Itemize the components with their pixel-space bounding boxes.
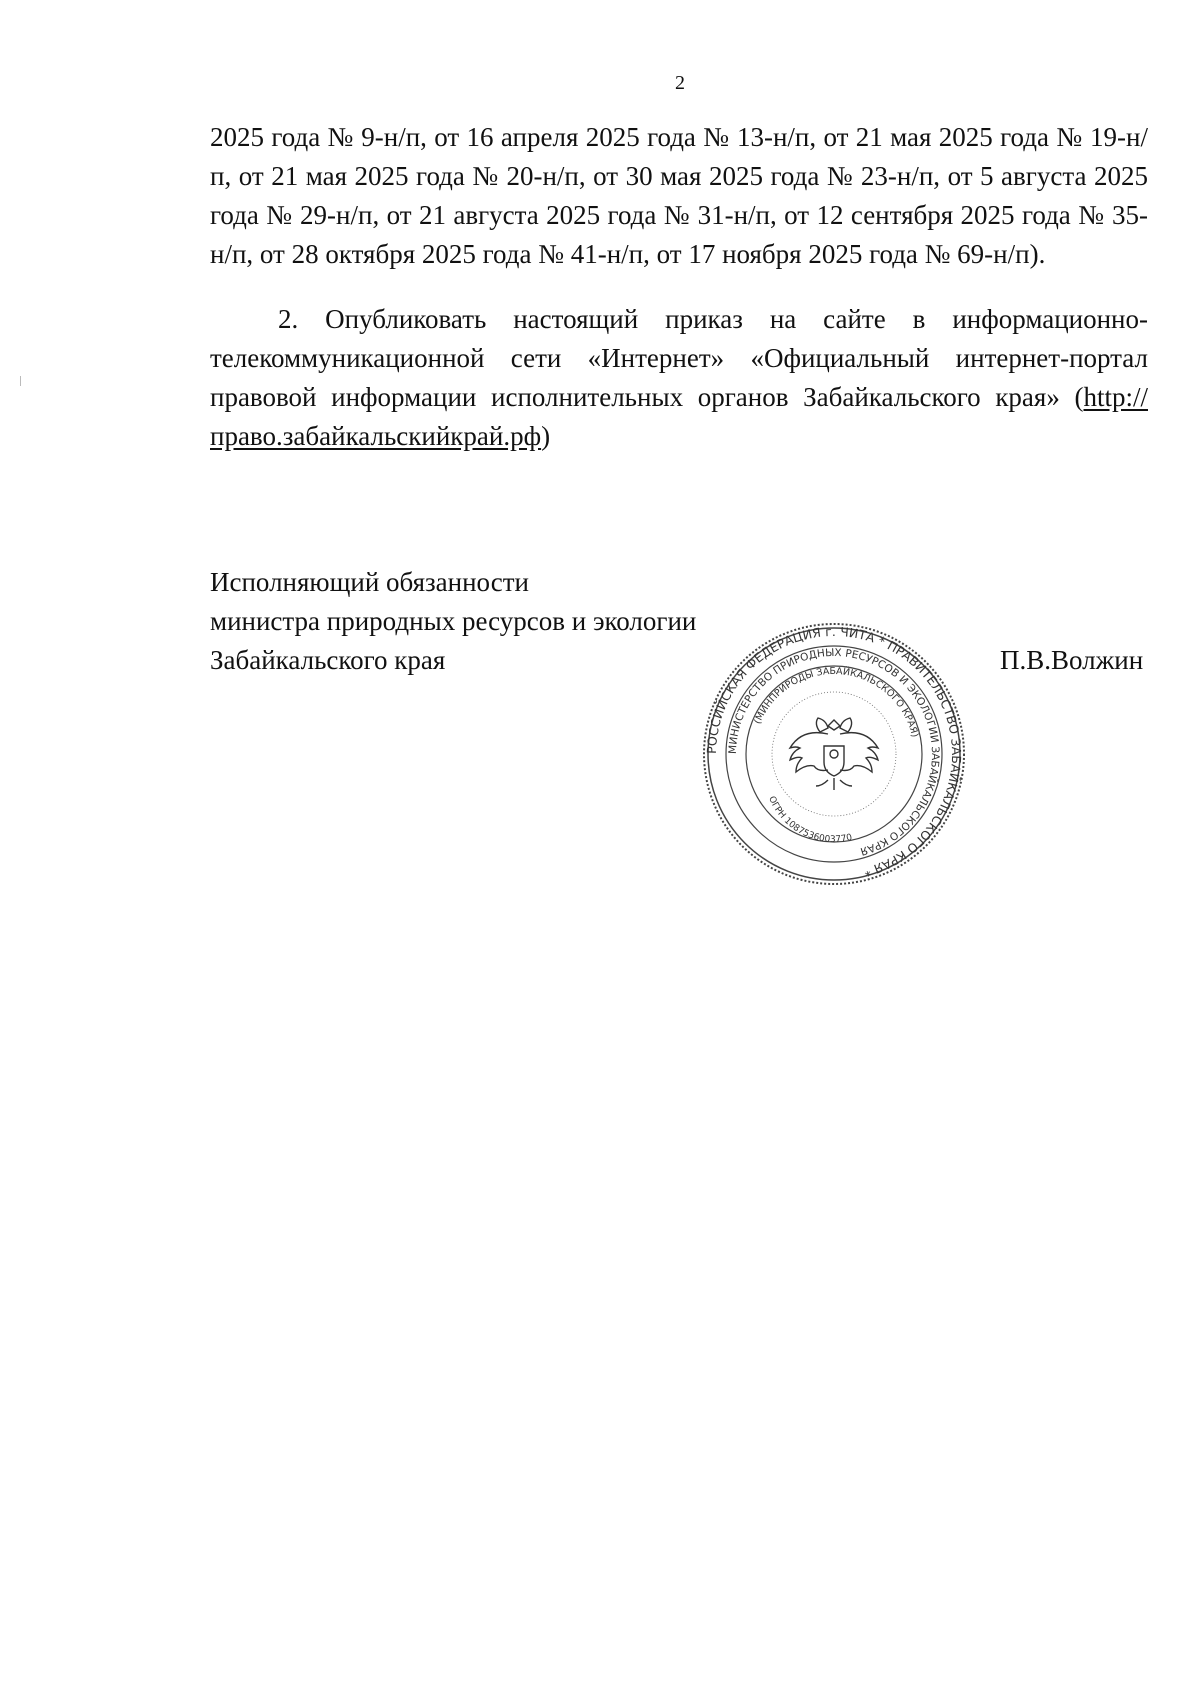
link-open-paren: ( [1074, 382, 1084, 412]
signature-block [210, 563, 696, 680]
signer-position-line-1: Исполняющий обязанности [210, 567, 529, 597]
seal-ogrn-text: ОГРН 1087536003770 [766, 794, 854, 846]
link-close-paren: ) [541, 421, 551, 451]
scan-edge-mark [20, 376, 21, 386]
portal-link[interactable]: http://право.забайкальскийкрай.рф [210, 382, 1148, 451]
page-number: 2 [675, 72, 685, 94]
official-seal-graphic [702, 622, 966, 886]
seal-inner-text: (МИНПРИРОДЫ ЗАБАЙКАЛЬСКОГО КРАЯ) [752, 665, 921, 739]
signer-position-line-2: министра природных ресурсов и экологии [210, 606, 697, 636]
official-seal [702, 622, 966, 886]
paragraph-publication [210, 300, 1148, 456]
signer-position-line-3: Забайкальского края [210, 645, 446, 675]
seal-middle-text: МИНИСТЕРСТВО ПРИРОДНЫХ РЕСУРСОВ И ЭКОЛОГИИ ЗАБАЙКАЛЬСКОГО КРАЯ [726, 646, 942, 858]
seal-outer-text: РОССИЙСКАЯ ФЕДЕРАЦИЯ г. ЧИТА * ПРАВИТЕЛЬСТВО ЗАБАЙКАЛЬСКОГО КРАЯ * [703, 623, 965, 880]
paragraph-publication-text: 2. Опубликовать настоящий приказ на сайте в информационно-телекоммуникационной сети «Интернет» «Официальный интернет-портал правовой информации исполнительных органов Забайкальского края» [210, 304, 1148, 412]
coat-of-arms-icon [790, 718, 878, 790]
signer-name: П.В.Волжин [1000, 645, 1144, 675]
paragraph-continuation: 2025 года № 9-н/п, от 16 апреля 2025 года № 13-н/п, от 21 мая 2025 года № 19-н/п, от 21 мая 2025 года № 20-н/п, от 30 мая 2025 года № 23-н/п, от 5 августа 2025 года № 29-н/п, от 21 августа 2025 года № 31-н/п, от 12 сентября 2025 года № 35-н/п, от 28 октября 2025 года № 41-н/п, от 17 ноября 2025 года № 69-н/п). [210, 122, 1148, 269]
